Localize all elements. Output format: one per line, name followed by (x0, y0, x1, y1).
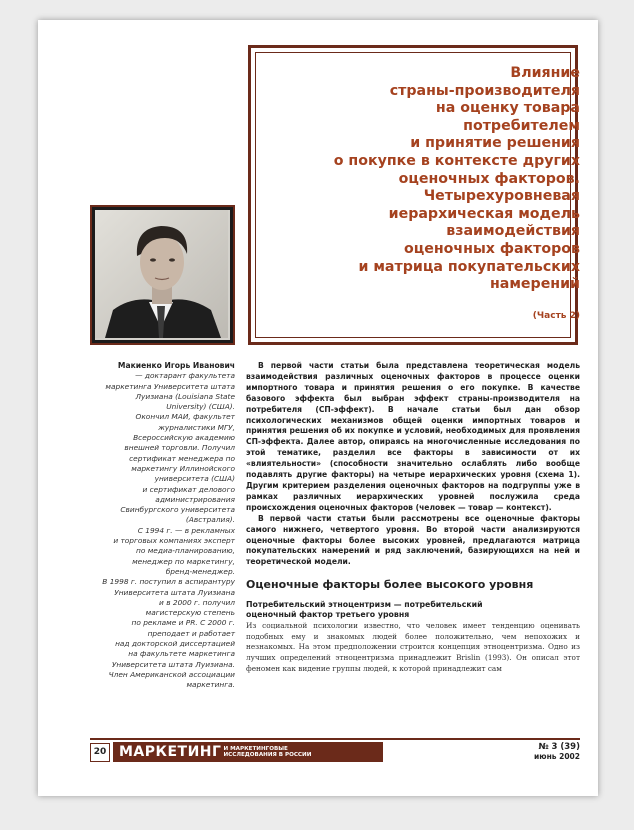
article-part: (Часть 2) (532, 311, 580, 321)
issue-date: июнь 2002 (534, 752, 580, 761)
journal-logo (113, 742, 383, 762)
bio-line: маркетинга Университета штата (105, 381, 235, 391)
logo-main-text: МАРКЕТИНГ (119, 744, 222, 760)
title-line: Четырехуровневая (423, 188, 580, 205)
bio-line: журналистики МГУ, (158, 422, 235, 432)
title-line: и матрица покупательских (358, 258, 580, 275)
logo-sub-text: И МАРКЕТИНГОВЫЕ (223, 745, 288, 752)
logo-sub-text: ИССЛЕДОВАНИЯ В РОССИИ (223, 752, 312, 758)
title-line: страны-производителя (389, 82, 580, 99)
bio-line: маркетинга. (186, 680, 235, 690)
title-line: о покупке в контексте других (333, 152, 580, 169)
title-line: на оценку товара (435, 100, 580, 117)
bio-line: Всероссийскую академию (133, 433, 235, 443)
title-line: намерений (489, 276, 580, 293)
bio-line: внешней торговли. Получил (124, 443, 235, 453)
bio-line: и торговых компаниях эксперт (113, 536, 235, 546)
issue-number: № 3 (39) (538, 742, 580, 752)
bio-line: по рекламе и PR. С 2000 г. (131, 618, 235, 628)
main-column (246, 361, 580, 674)
bio-line: администрирования (155, 494, 235, 504)
title-line: оценочных факторов (403, 240, 580, 257)
bio-line: сертификат менеджера по (129, 453, 235, 463)
bio-line: Университета штата Луизиана (114, 587, 235, 597)
bio-line: и в 2000 г. получил (159, 597, 235, 607)
bio-line: маркетингу Иллинойского (131, 463, 235, 473)
author-name: Макиенко Игорь Иванович (117, 361, 235, 370)
title-line: потребителем (463, 117, 580, 134)
bio-line: Университета штата Луизиана. (111, 659, 235, 669)
bio-line: — доктарант факультета (135, 371, 235, 381)
title-line: иерархическая модель (388, 205, 580, 222)
bio-line: университета (США) (154, 474, 235, 484)
bio-line: менеджер по маркетингу, (132, 556, 235, 566)
bio-line: Член Американской ассоциации (108, 669, 235, 679)
author-bio (90, 361, 235, 691)
bio-line: Свинбургского университета (120, 505, 235, 515)
title-line: оценочных факторов. (398, 170, 580, 187)
subsection-heading: Потребительский этноцентризм — потребительский оценочный фактор третьего уровня (246, 600, 483, 620)
title-line: взаимодействия (446, 223, 580, 240)
lead-text (246, 361, 580, 568)
title-line: Влияние (510, 65, 580, 81)
section-heading: Оценочные факторы более высокого уровня (246, 578, 534, 592)
body-paragraph: Из социальной психологии известно, что человек имеет тенденцию оценивать подобных ему и знакомых людей более положительно, чем непохожих и незнакомых. На этом предположении строится концепция этноцентризма. Одно из лучших определений этноцентризма принадлежит Brislin (1993). Он описал этот феномен как видение группы людей, к которой принадлежит сам (246, 621, 580, 673)
author-photo (90, 205, 235, 345)
bio-line: магистерскую степень (145, 608, 235, 618)
bio-line: и сертификат делового (142, 484, 235, 494)
bio-line: Луизиана (Louisiana State (135, 391, 235, 401)
bio-line: University) (США). (166, 402, 235, 412)
bio-line: С 1994 г. — в рекламных (137, 525, 235, 535)
article-title (280, 65, 580, 294)
journal-page (38, 20, 598, 796)
title-line: и принятие решения (410, 135, 580, 152)
page-number: 20 (90, 743, 110, 762)
portrait-image (95, 210, 228, 338)
bio-line: над докторской диссертацией (115, 639, 235, 649)
bio-line: Окончил МАИ, факультет (135, 412, 235, 422)
bio-line: преподает и работает (147, 628, 235, 638)
bio-line: по медиа-планированию, (136, 546, 235, 556)
issue-info (534, 742, 580, 762)
bio-line: (Австралия). (185, 515, 235, 525)
footer-divider (90, 738, 580, 740)
bio-line: на факультете маркетинга (128, 649, 235, 659)
lead-paragraph: В первой части статьи были рассмотрены все оценочные факторы самого нижнего, четвертого уровня. Во второй части анализируются оценочные факторы более высоких уровней, предлагаются матрица покупательских намерений и ряд заключений, базирующихся на ней и теоретической модели. (246, 513, 580, 567)
bio-line: бренд-менеджер. (165, 566, 235, 576)
bio-line: В 1998 г. поступил в аспирантуру (102, 577, 235, 587)
lead-paragraph: В первой части статьи была представлена теоретическая модель взаимодействия различных оценочных факторов в процессе оценки импортного товара и принятия решения о его покупке. В качестве базового эффекта был выбран эффект страны-производителя на потребителя (СП-эффект). В начале статьи был дан обзор психологических механизмов общей оценки импортных товаров и принятия решения об их покупке и условий, необходимых для проявления СП-эффекта. Далее автор, опираясь на многочисленные исследования по этой тематике, разделил все факторы в зависимости от их «влиятельности» (способности значительно ослаблять либо вообще подавлять другие факторы) на четыре иерархических уровня (схема 1). Другим критерием разделения оценочных факторов на подгруппы уже в рамках различных иерархических уровней послужила среда происхождения оценочных факторов (человек — товар — контекст). (246, 361, 580, 512)
